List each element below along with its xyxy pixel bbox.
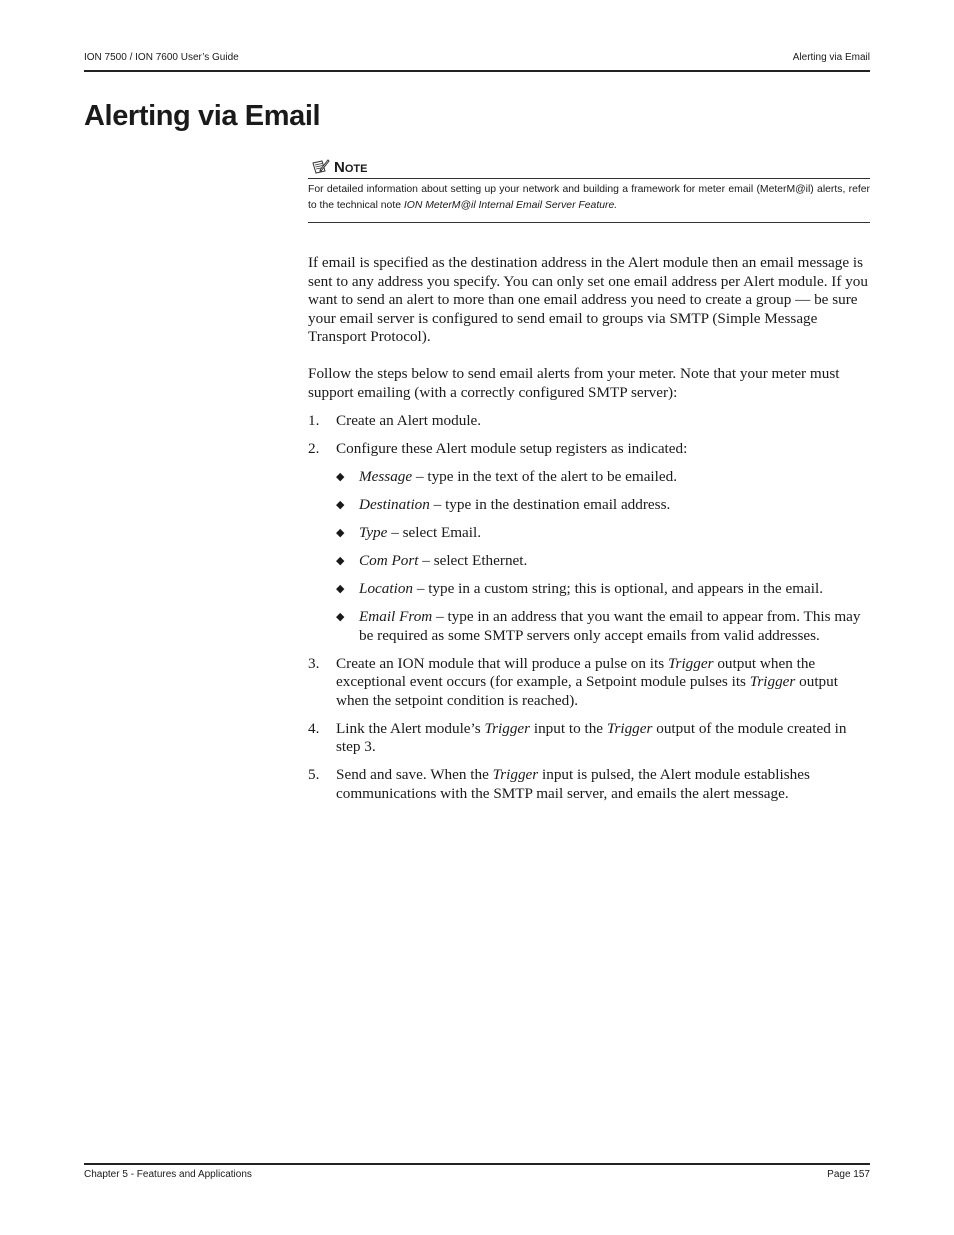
diamond-bullet-icon: ◆ bbox=[336, 527, 345, 540]
diamond-bullet-icon: ◆ bbox=[336, 471, 345, 484]
step-item bbox=[308, 412, 870, 431]
step-text: Send and save. When the bbox=[336, 766, 493, 784]
step-text: Configure these Alert module setup registers as indicated: bbox=[336, 440, 688, 458]
register-name: Email From bbox=[359, 608, 433, 626]
main-content bbox=[308, 254, 870, 813]
trigger-term: Trigger bbox=[749, 673, 796, 691]
register-name: Com Port bbox=[359, 552, 419, 570]
step-text: output of the module created in step 3. bbox=[336, 719, 847, 756]
step-text: output when the setpoint condition is reached). bbox=[336, 673, 838, 709]
list-item bbox=[336, 496, 870, 515]
note-header bbox=[308, 156, 870, 179]
step-text: Create an Alert module. bbox=[336, 412, 482, 430]
page-title: Alerting via Email bbox=[84, 100, 321, 132]
trigger-term: Trigger bbox=[484, 719, 531, 737]
note-label-initial: N bbox=[334, 159, 345, 176]
step-text: output when the exceptional event occurs (for example, a Setpoint module pulses its bbox=[336, 654, 816, 691]
steps-list bbox=[308, 412, 870, 803]
diamond-bullet-icon: ◆ bbox=[336, 499, 345, 512]
register-name: Type bbox=[359, 524, 388, 542]
step-item bbox=[308, 655, 870, 711]
register-name: Location bbox=[359, 580, 414, 598]
setup-registers-list bbox=[336, 468, 870, 645]
trigger-term: Trigger bbox=[667, 654, 714, 672]
list-item bbox=[336, 580, 870, 599]
diamond-bullet-icon: ◆ bbox=[336, 611, 345, 624]
register-description: – type in a custom string; this is optional, and appears in the email. bbox=[413, 580, 824, 598]
diamond-bullet-icon: ◆ bbox=[336, 583, 345, 596]
register-name: Message bbox=[359, 468, 413, 486]
step-text: input is pulsed, the Alert module establishes communications with the SMTP mail server, and emails the alert message. bbox=[336, 766, 810, 802]
step-item bbox=[308, 440, 870, 645]
note-label bbox=[334, 159, 367, 176]
step-text: Link the Alert module’s bbox=[336, 719, 485, 737]
trigger-term: Trigger bbox=[492, 766, 539, 784]
note-pencil-icon bbox=[310, 157, 330, 176]
note-label-rest: OTE bbox=[344, 163, 368, 175]
footer-chapter: Chapter 5 - Features and Applications bbox=[84, 1169, 252, 1180]
register-name: Destination bbox=[359, 496, 430, 514]
register-description: – type in the text of the alert to be emailed. bbox=[412, 468, 678, 486]
step-number: 1. bbox=[308, 412, 320, 430]
list-item bbox=[336, 552, 870, 571]
intro-paragraph: If email is specified as the destination address in the Alert module then an email message is sent to any address you specify. You can only set one email address per Alert module. If you want to send an alert to more than one email address you need to create a group — be sure your email server is configured to send email to groups via SMTP (Simple Message Transport Protocol). bbox=[308, 254, 868, 346]
note-text-end: . bbox=[614, 200, 618, 211]
note-box bbox=[308, 156, 870, 223]
note-technical-note-title: ION MeterM@il Internal Email Server Feature bbox=[403, 200, 615, 211]
step-number: 2. bbox=[308, 440, 320, 458]
header-guide-title: ION 7500 / ION 7600 User’s Guide bbox=[84, 52, 239, 63]
diamond-bullet-icon: ◆ bbox=[336, 555, 345, 568]
note-text: For detailed information about setting up your network and building a framework for meter email (MeterM@il) alerts, refer to the technical note bbox=[308, 184, 870, 211]
step-number: 3. bbox=[308, 654, 320, 672]
register-description: – select Email. bbox=[387, 524, 482, 542]
steps-intro-paragraph: Follow the steps below to send email alerts from your meter. Note that your meter must support emailing (with a correctly configured SMTP server): bbox=[308, 364, 840, 401]
note-body bbox=[308, 179, 870, 223]
step-text: input to the bbox=[530, 719, 607, 737]
register-description: – type in an address that you want the email to appear from. This may be required as some SMTP servers only accept emails from valid addresses. bbox=[359, 608, 861, 644]
page-footer bbox=[84, 1163, 870, 1180]
header-section-title: Alerting via Email bbox=[792, 52, 870, 63]
register-description: – type in the destination email address. bbox=[429, 496, 671, 514]
register-description: – select Ethernet. bbox=[418, 552, 528, 570]
step-number: 5. bbox=[308, 766, 320, 784]
page-header bbox=[84, 52, 870, 72]
step-item bbox=[308, 720, 870, 757]
step-text: Create an ION module that will produce a pulse on its bbox=[336, 654, 668, 672]
footer-page-number: Page 157 bbox=[827, 1169, 870, 1180]
trigger-term: Trigger bbox=[606, 719, 653, 737]
list-item bbox=[336, 608, 870, 645]
list-item bbox=[336, 524, 870, 543]
step-item bbox=[308, 766, 870, 803]
step-number: 4. bbox=[308, 719, 320, 737]
list-item bbox=[336, 468, 870, 487]
